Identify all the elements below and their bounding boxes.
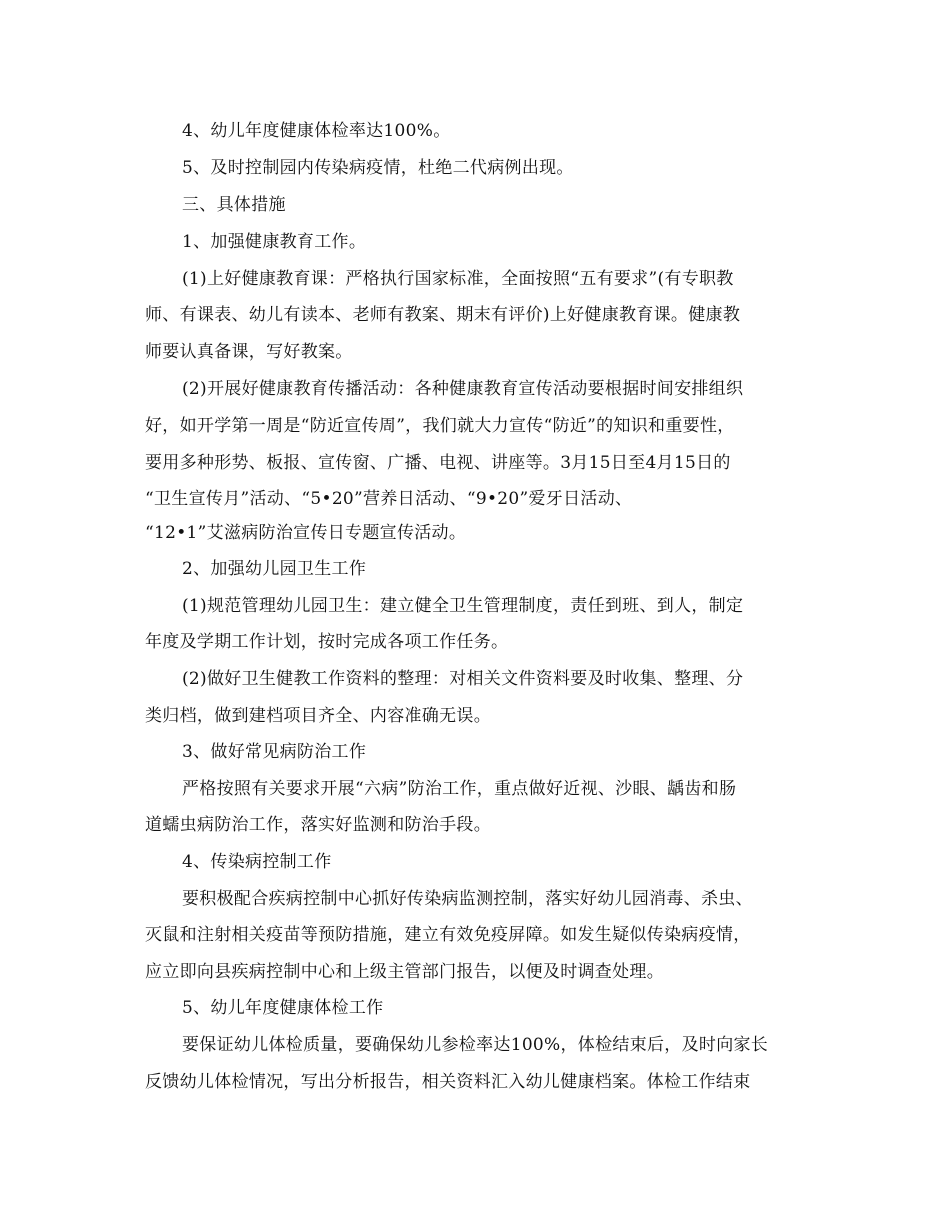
subsection-heading: 1、加强健康教育工作。 xyxy=(182,232,367,252)
text-line: 师、有课表、幼儿有读本、老师有教案、期末有评价)上好健康教育课。健康教 xyxy=(145,305,741,325)
text-line: (2)做好卫生健教工作资料的整理：对相关文件资料要及时收集、整理、分 xyxy=(182,669,744,689)
text-line: 好，如开学第一周是“防近宣传周”，我们就大力宣传“防近”的知识和重要性， xyxy=(145,416,735,436)
subsection-heading: 5、幼儿年度健康体检工作 xyxy=(182,998,384,1018)
text-line: (1)规范管理幼儿园卫生：建立健全卫生管理制度，责任到班、到人，制定 xyxy=(182,596,744,616)
subsection-heading: 4、传染病控制工作 xyxy=(182,852,332,872)
text-line: 要保证幼儿体检质量，要确保幼儿参检率达100%，体检结束后，及时向家长 xyxy=(182,1035,769,1055)
text-line: 道蠕虫病防治工作，落实好监测和防治手段。 xyxy=(145,815,491,835)
text-line: 年度及学期工作计划，按时完成各项工作任务。 xyxy=(145,632,509,652)
text-line: 反馈幼儿体检情况，写出分析报告，相关资料汇入幼儿健康档案。体检工作结束 xyxy=(145,1072,751,1092)
text-line: “卫生宣传月”活动、“5•20”营养日活动、“9•20”爱牙日活动、 xyxy=(145,489,633,509)
text-line: (1)上好健康教育课：严格执行国家标准，全面按照“五有要求”(有专职教 xyxy=(182,269,734,289)
text-line: 应立即向县疾病控制中心和上级主管部门报告，以便及时调查处理。 xyxy=(145,962,664,982)
section-heading: 三、具体措施 xyxy=(182,195,286,215)
text-line: 灭鼠和注射相关疫苗等预防措施，建立有效免疫屏障。如发生疑似传染病疫情， xyxy=(145,925,751,945)
text-line: 严格按照有关要求开展“六病”防治工作，重点做好近视、沙眼、龋齿和肠 xyxy=(182,779,737,799)
text-line: 要用多种形势、板报、宣传窗、广播、电视、讲座等。3月15日至4月15日的 xyxy=(145,453,731,473)
text-line: 师要认真备课，写好教案。 xyxy=(145,342,353,362)
subsection-heading: 3、做好常见病防治工作 xyxy=(182,742,367,762)
text-line: “12•1”艾滋病防治宣传日专题宣传活动。 xyxy=(145,523,467,543)
text-line: 5、及时控制园内传染病疫情，杜绝二代病例出现。 xyxy=(182,158,574,178)
text-line: 要积极配合疾病控制中心抓好传染病监测控制，落实好幼儿园消毒、杀虫、 xyxy=(182,889,753,909)
text-line: (2)开展好健康教育传播活动：各种健康教育宣传活动要根据时间安排组织 xyxy=(182,379,744,399)
text-line: 类归档，做到建档项目齐全、内容准确无误。 xyxy=(145,706,491,726)
subsection-heading: 2、加强幼儿园卫生工作 xyxy=(182,559,367,579)
text-line: 4、幼儿年度健康体检率达100%。 xyxy=(182,121,451,141)
